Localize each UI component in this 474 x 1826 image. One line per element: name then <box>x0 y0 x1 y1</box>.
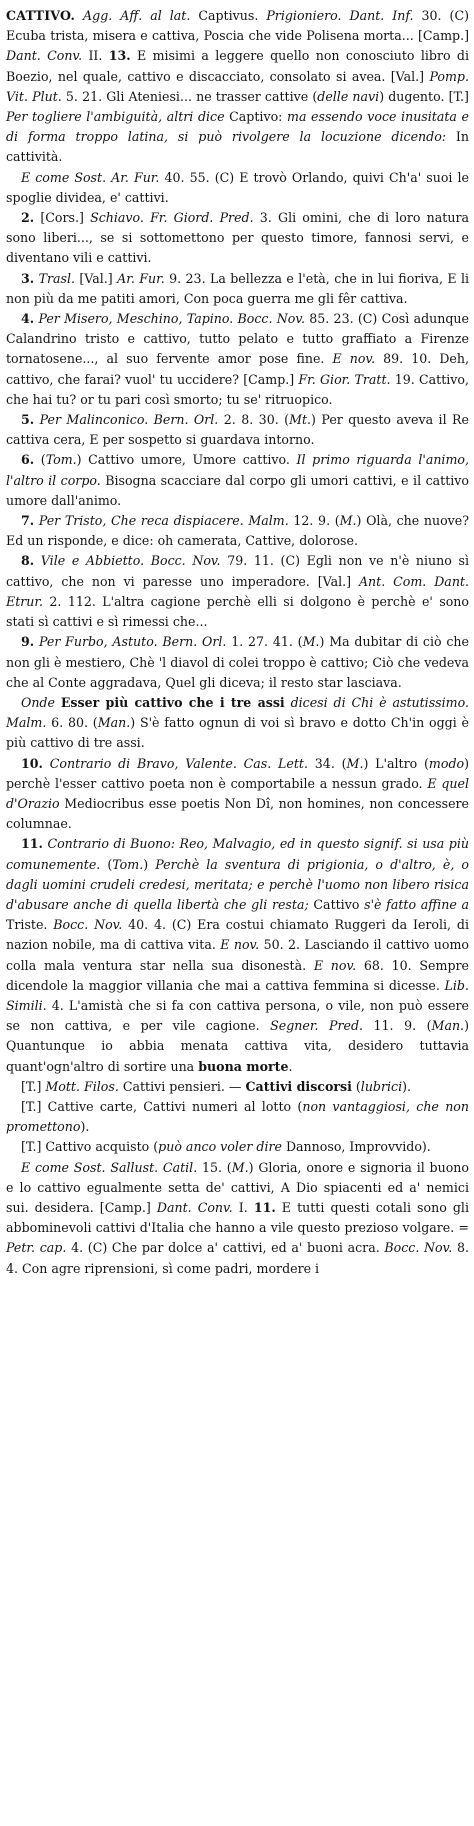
text-run: [T.] <box>21 1078 46 1094</box>
italic-text: M. <box>346 755 364 771</box>
text-run: ). <box>402 1078 412 1094</box>
entry-paragraph-p0 <box>6 6 469 168</box>
text-run: 85. 23. (C) Così adunque Calandrino tristo e cattivo, tutto pelato e tutto graffiato a Firenze tornatosene..., al suo fervente amor pose fine. <box>6 311 469 367</box>
entry-paragraph-p5 <box>6 410 469 450</box>
italic-text: Mt. <box>289 412 312 428</box>
text-run: Cattivi pensieri. — <box>118 1078 246 1094</box>
entry-paragraph-p10 <box>6 693 469 754</box>
italic-text: E nov. <box>332 351 376 367</box>
italic-text: M. <box>339 513 357 529</box>
text-run: ) <box>143 856 156 872</box>
bold-text: 9. <box>21 634 35 650</box>
text-run: Bisogna scacciare dal corpo gli umori cattivi, e il cattivo umore dall'animo. <box>6 472 469 508</box>
text-run: 6. 80. ( <box>46 715 98 731</box>
italic-text: Dant. Conv. <box>156 1199 233 1215</box>
entry-paragraph-p15 <box>6 1137 469 1157</box>
text-run: [T.] Cattivo acquisto ( <box>21 1139 159 1155</box>
text-run: ) Cattivo umore, Umore cattivo. <box>76 452 297 468</box>
text-run: E misimi a leggere quello non conosciuto libro di Boezio, nel quale, cattivo e discacciato, consolato si avea. [Val.] <box>6 48 469 84</box>
italic-text: Pomp. Vit. Plut. <box>6 68 469 104</box>
italic-text: M. <box>302 634 320 650</box>
text-run: 79. 11. (C) Egli non ve n'è niuno sì cattivo, che non vi paresse uno imperadore. [Val.] <box>6 553 469 589</box>
italic-text: dicesi di Chi è astutissimo. Malm. <box>6 694 469 731</box>
text-run: 9. 23. La bellezza e l'età, che in lui fioriva, E li non più da me patiti amori, Con poca guerra me gli fêr cattiva. <box>6 270 469 306</box>
italic-text: Contrario di Buono: Reo, Malvagio, ed in questo signif. si usa più comunemente. <box>6 836 469 872</box>
text-run: ) Ma dubitar di ciò che non gli è mestiero, Chè 'l diavol di colei troppo è cattivo; Ciò che vedeva che al Conte aggradava, Quel gli diceva; il resto star lasciava. <box>6 634 469 690</box>
entry-paragraph-p12 <box>6 834 469 1076</box>
italic-text: Per togliere l'ambiguità, altri dice <box>6 109 225 125</box>
bold-text: 5. <box>21 412 35 428</box>
bold-text: 7. <box>21 513 35 529</box>
text-run: 68. 10. Sempre dicendole la maggior villania che mai a cattiva femmina si dicesse. <box>6 957 469 993</box>
entry-paragraph-p1 <box>6 168 469 208</box>
italic-text: Schiavo. Fr. Giord. Pred. <box>90 210 254 226</box>
text-run: 40. 4. (C) Era costui chiamato Ruggeri da Ieroli, di nazion nobile, ma di cattiva vita. <box>6 917 469 953</box>
text-run: 1. 27. 41. ( <box>226 634 303 650</box>
italic-text: Ant. Com. Dant. Etrur. <box>6 573 469 609</box>
text-run: [Val.] <box>75 270 118 286</box>
text-run: 15. ( <box>197 1159 232 1175</box>
italic-text: Vile e Abbietto. Bocc. Nov. <box>40 553 221 569</box>
text-run: ) perchè l'esser cattivo poeta non è comportabile a nessun grado. <box>6 755 470 791</box>
italic-text: Per Tristo, Che reca dispiacere. Malm. <box>38 513 289 529</box>
entry-paragraph-p6 <box>6 450 469 511</box>
entry-paragraph-p3 <box>6 269 469 309</box>
bold-text: 8. <box>21 553 35 569</box>
italic-text: Agg. Aff. al lat. <box>75 8 191 23</box>
italic-text: Dant. Conv. <box>6 48 83 64</box>
italic-text: Man. <box>97 715 131 731</box>
italic-text: M. <box>231 1159 249 1175</box>
italic-text: Contrario di Bravo, Valente. Cas. Lett. <box>49 755 308 771</box>
italic-text: Prigioniero. Dant. Inf. <box>266 8 414 23</box>
text-run: 4. L'amistà che si fa con cattiva persona, o vile, non può essere se non cattiva, e per vile cagione. <box>6 997 469 1034</box>
bold-text: buona morte <box>198 1058 289 1074</box>
italic-text: Bocc. Nov. <box>53 917 123 933</box>
bold-text: Cattivi discorsi <box>245 1078 352 1094</box>
italic-text: Per Furbo, Astuto. Bern. Orl. <box>38 634 227 650</box>
text-run: E tutti questi cotali sono gli abbominevoli cattivi d'Italia che hanno a vile questo prezioso volgare. = <box>6 1199 469 1236</box>
text-run: ) dugento. [T.] <box>379 88 469 104</box>
italic-text: E come Sost. Ar. Fur. <box>21 169 160 185</box>
text-run: ) Quantunque io abbia menata cattiva vita, desidero tuttavia quant'ogn'altro di sortire una <box>6 1018 469 1074</box>
text-run: 8. 4. Con agre riprensioni, sì come padri, mordere i <box>6 1240 469 1276</box>
bold-text: 10. <box>21 755 43 771</box>
text-run: 11. 9. ( <box>363 1018 432 1034</box>
small-caps-text: II <box>88 48 99 64</box>
italic-text: Fr. Gior. Tratt. <box>298 371 391 387</box>
italic-text: può anco voler dire <box>158 1139 282 1155</box>
text-run: Captivo: <box>224 109 287 125</box>
italic-text: ma essendo voce inusitata e di forma troppo latina, si può rivolgere la locuzione dicendo: <box>6 109 469 145</box>
italic-text: E come Sost. Sallust. Catil. <box>21 1159 198 1175</box>
italic-text: Perchè la sventura di prigionia, o d'altro, è, o dagli uomini crudeli credesi, meritata; e perchè l'uomo non libero risica d'abusare anche di quella libertà che gli resta; <box>6 856 469 912</box>
entry-paragraph-p7 <box>6 511 469 551</box>
text-run: . <box>243 1199 254 1215</box>
bold-text: 11. <box>21 836 43 852</box>
text-run: 3. Gli omini, che di loro natura sono liberi..., se si sottomettono per questo timore, fannosi servi, e diventano vili e cattivi. <box>6 210 469 266</box>
text-run: ( <box>351 1078 361 1094</box>
text-run: [Cors.] <box>34 210 91 226</box>
text-run: 34. ( <box>307 755 347 771</box>
entry-paragraph-p4 <box>6 309 469 410</box>
italic-text: Ar. Fur. <box>117 270 165 286</box>
italic-text: Mott. Filos. <box>45 1078 119 1094</box>
italic-text: delle navi <box>317 88 380 104</box>
text-run: Cattivo <box>308 896 365 912</box>
bold-text: 2. <box>21 210 35 226</box>
text-run: ) Per questo aveva il Re cattiva cera, E per sospetto si guardava intorno. <box>6 412 469 448</box>
small-caps-text: I <box>238 1199 244 1215</box>
dictionary-entry-cattivo <box>6 6 469 1279</box>
italic-text: lubrici <box>360 1078 403 1094</box>
italic-text: modo <box>428 755 465 771</box>
italic-text: Il primo riguarda l'animo, l'altro il corpo. <box>6 452 469 488</box>
italic-text: Lib. Simili. <box>6 977 469 1013</box>
text-run: ) Gloria, onore e signoria il buono e lo cattivo egualmente setta de' cattivi, A Dio spiacenti ed a' nemici sui. desidera. [Camp.] <box>6 1159 469 1215</box>
italic-text: Onde <box>21 694 55 710</box>
italic-text: Segner. Pred. <box>270 1018 364 1034</box>
text-run: 30. (C) Ecuba trista, misera e cattiva, Poscia che vide Polisena morta... [Camp.] <box>6 8 469 44</box>
entry-paragraph-p11 <box>6 754 469 835</box>
italic-text: Petr. cap. <box>6 1240 67 1256</box>
italic-text: E nov. <box>220 937 260 953</box>
text-run: 19. Cattivo, che hai tu? or tu pari così smorto; tu se' ritruopico. <box>6 371 469 407</box>
italic-text: Per Malinconico. Bern. Orl. <box>39 412 219 428</box>
headword: CATTIVO. <box>6 8 76 23</box>
italic-text: Tom. <box>45 452 77 468</box>
text-run: 2. 8. 30. ( <box>218 412 290 428</box>
text-run <box>34 553 41 568</box>
text-run <box>43 756 50 771</box>
text-run: 2. 112. L'altra cagione perchè elli si dolgono è perchè e' sono stati sì cattivi e sì rimessi che... <box>6 593 469 630</box>
text-run: Dannoso, Improvvido). <box>281 1139 431 1155</box>
italic-text: Per Misero, Meschino, Tapino. Bocc. Nov. <box>38 311 305 327</box>
text-run: 89. 10. Deh, cattivo, che farai? vuol' tu uccidere? [Camp.] <box>6 351 470 387</box>
italic-text: s'è fatto affine a <box>364 896 469 912</box>
bold-text: 3. <box>21 270 35 286</box>
italic-text: non vantaggiosi, che non promettono <box>6 1098 469 1135</box>
bold-text: 13. <box>108 48 131 64</box>
italic-text: Trasl. <box>38 270 75 286</box>
entry-paragraph-p16 <box>6 1158 469 1279</box>
text-run: Mediocribus esse poetis Non Dî, non homines, non concessere columnae. <box>6 795 469 832</box>
entry-paragraph-p14 <box>6 1097 469 1137</box>
text-run: ( <box>34 452 46 468</box>
text-run: 12. 9. ( <box>288 513 340 529</box>
text-run: 4. (C) Che par dolce a' cattivi, ed a' buoni acra. <box>66 1240 385 1256</box>
bold-text: Esser più cattivo che i tre assi <box>60 694 285 710</box>
italic-text: Man. <box>431 1018 465 1034</box>
italic-text: Bocc. Nov. <box>384 1240 453 1256</box>
text-run: . <box>288 1058 293 1074</box>
entry-paragraph-p9 <box>6 632 469 693</box>
text-run: ). <box>80 1119 90 1135</box>
text-run: ( <box>100 856 113 872</box>
italic-text: E quel d'Orazio <box>6 775 469 811</box>
italic-text: Tom. <box>112 856 144 872</box>
bold-text: 6. <box>21 452 35 468</box>
text-run: ) Olà, che nuove? Ed un risponde, e dice: oh camerata, Cattive, dolorose. <box>6 513 470 549</box>
text-run: In cattività. <box>6 129 469 165</box>
text-run: 40. 55. (C) E trovò Orlando, quivi Ch'a' suoi le spoglie dividea, e' cattivi. <box>6 169 469 205</box>
italic-text: E nov. <box>313 957 357 973</box>
text-run: ) S'è fatto ognun di voi sì bravo e dotto Ch'in oggi è più cattivo di tre assi. <box>6 715 469 751</box>
bold-text: 4. <box>21 311 35 327</box>
text-run: ) L'altro ( <box>363 755 429 771</box>
entry-paragraph-p2 <box>6 208 469 269</box>
entry-paragraph-p13 <box>6 1077 469 1097</box>
bold-text: 11. <box>253 1199 276 1215</box>
text-run: 50. 2. Lasciando il cattivo uomo colla mala ventura star nella sua disonestà. <box>6 937 470 973</box>
text-run: Triste. <box>6 917 54 933</box>
text-run: 5. 21. Gli Ateniesi... ne trasser cattive ( <box>61 88 318 104</box>
entry-paragraph-p8 <box>6 551 469 632</box>
text-run: [T.] Cattive carte, Cattivi numeri al lotto ( <box>21 1098 303 1114</box>
text-run: Captivus. <box>190 8 267 23</box>
text-run: . <box>98 48 109 64</box>
